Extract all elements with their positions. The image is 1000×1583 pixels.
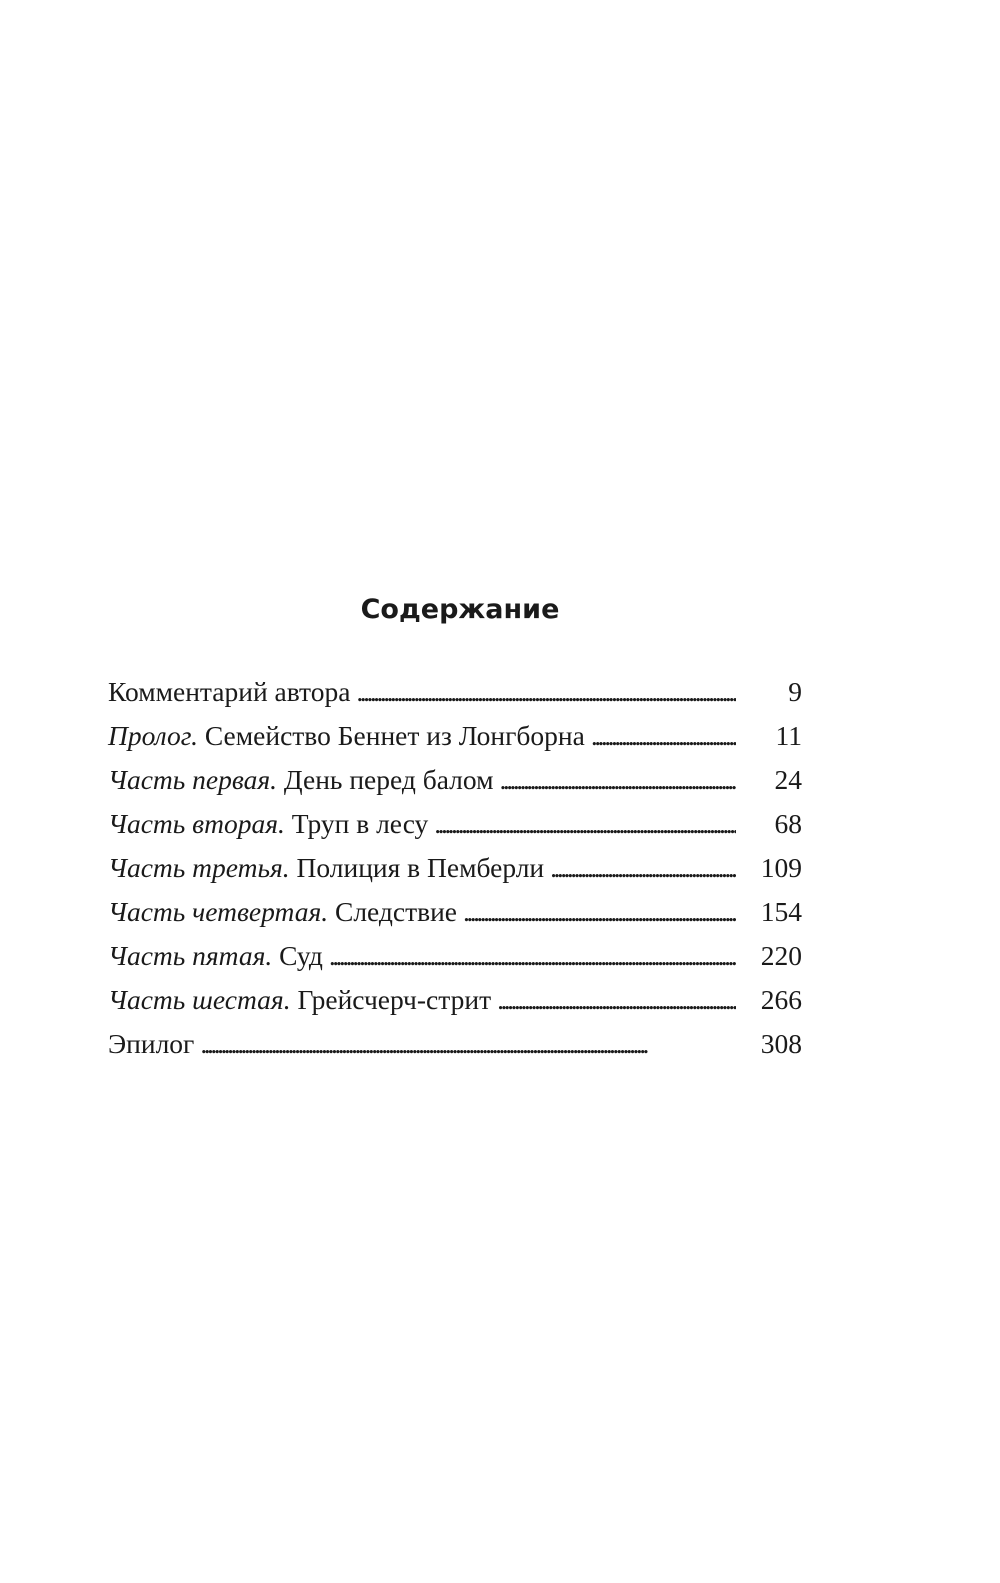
toc-entry-page: 24 — [774, 764, 802, 795]
toc-entry-part: Часть первая. — [108, 764, 278, 795]
dot-leader — [463, 890, 736, 934]
toc-entry-page: 154 — [760, 896, 802, 927]
dot-leader — [356, 670, 736, 714]
toc-entry-title: Суд — [279, 940, 323, 971]
toc-entry-part: Часть третья. — [108, 852, 290, 883]
toc-entry-title: Полиция в Пемберли — [296, 852, 545, 883]
toc-entry-label — [108, 890, 457, 934]
toc-entry-title: Труп в лесу — [291, 808, 429, 839]
toc-entry — [108, 846, 802, 890]
toc-heading: Содержание — [360, 594, 560, 625]
toc-entry-page: 11 — [775, 720, 802, 751]
toc-entry-part: Часть пятая. — [108, 940, 273, 971]
toc-entry — [108, 670, 802, 714]
toc-entry — [108, 890, 802, 934]
dot-leader — [434, 802, 736, 846]
toc-entry-label — [108, 846, 544, 890]
toc-entry-label — [108, 978, 491, 1022]
dot-leader — [329, 934, 736, 978]
toc-entry — [108, 714, 802, 758]
toc-entry-page: 220 — [760, 940, 802, 971]
toc-entry-part: Часть четвертая. — [108, 896, 329, 927]
toc-entry-title: Семейство Беннет из Лонгборна — [204, 720, 585, 751]
toc-entry — [108, 978, 802, 1022]
dot-leader — [500, 758, 737, 802]
toc-entry — [108, 758, 802, 802]
toc-entry-title: Эпилог — [108, 1028, 195, 1059]
toc-entry-page: 9 — [788, 676, 802, 707]
toc-entry — [108, 934, 802, 978]
toc-entry — [108, 802, 802, 846]
toc-entry-label — [108, 670, 350, 714]
toc-entry-page: 308 — [760, 1028, 802, 1059]
toc-list — [108, 670, 802, 1066]
toc-entry-page: 266 — [760, 984, 802, 1015]
toc-entry-part: Часть вторая. — [108, 808, 285, 839]
toc-entry-page: 68 — [774, 808, 802, 839]
dot-leader — [591, 714, 736, 758]
table-of-contents — [108, 590, 802, 1066]
toc-entry-label — [108, 714, 585, 758]
dot-leader — [550, 846, 736, 890]
toc-entry-title: Грейсчерч-стрит — [297, 984, 492, 1015]
dot-leader — [200, 1022, 736, 1066]
toc-entry-part: Пролог. — [108, 720, 198, 751]
toc-entry-label — [108, 1022, 194, 1066]
dot-leader — [497, 978, 736, 1022]
toc-entry-part: Часть шестая. — [108, 984, 291, 1015]
toc-entry-label — [108, 934, 323, 978]
toc-entry-title: Комментарий автора — [108, 676, 351, 707]
toc-entry-page: 109 — [760, 852, 802, 883]
toc-entry-title: Следствие — [334, 896, 458, 927]
toc-entry — [108, 1022, 802, 1066]
toc-entry-label — [108, 758, 494, 802]
toc-entry-title: День перед балом — [283, 764, 494, 795]
toc-entry-label — [108, 802, 428, 846]
